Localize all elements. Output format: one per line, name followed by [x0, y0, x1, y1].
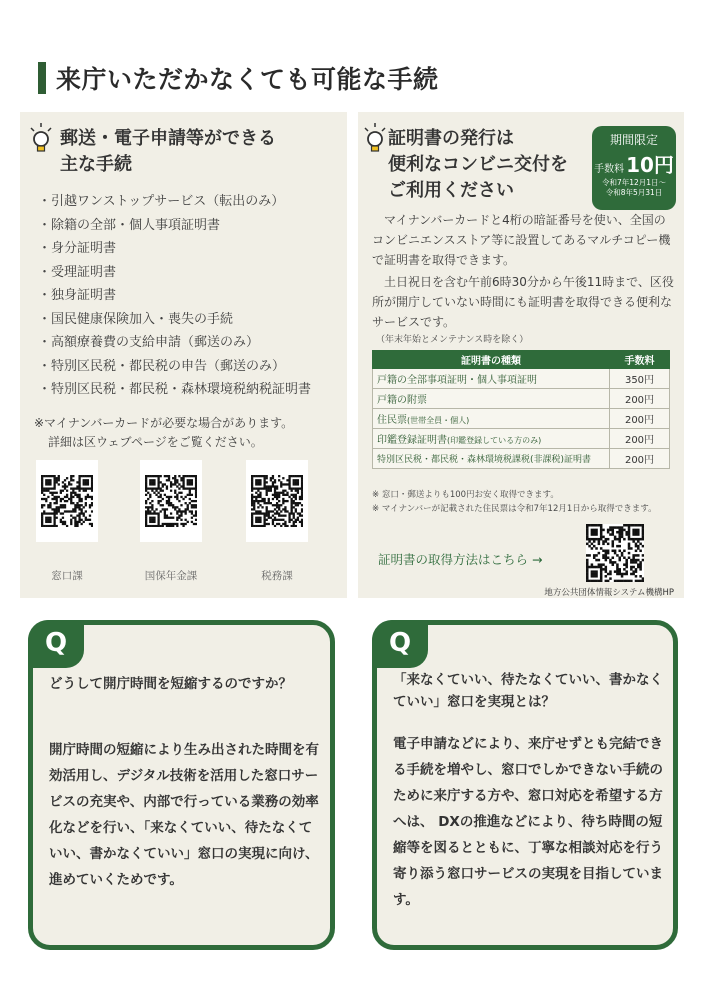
list-item: ・ 独身証明書: [38, 284, 311, 308]
service-description: マイナンバーカードと4桁の暗証番号を使い、全国のコンビニエンスストア等に設置してあるマルチコピー機で証明書を取得できます。: [372, 213, 671, 267]
faq-answer: 電子申請などにより、来庁せずとも完結できる手続を増やし、窓口でしかできない手続のために来庁する方や、窓口対応を希望する方へは、 DXの推進などにより、待ち時間の短縮等を図るとともに、丁寧な相談対応を行う寄り添う窓口サービスの実現を目指しています。: [393, 736, 663, 908]
qr-code-zeimu[interactable]: [246, 460, 308, 542]
online-procedures-panel: [20, 112, 347, 598]
q-badge: Q: [372, 620, 428, 668]
how-to-obtain-link[interactable]: 証明書の取得方法はこちら →: [378, 552, 543, 567]
q-badge: Q: [28, 620, 84, 668]
qr-label: 国保年金課: [144, 570, 198, 582]
faq-question: どうして開庁時間を短縮するのですか？: [49, 676, 292, 692]
title-accent-bar: [38, 62, 46, 94]
footnote: ※ マイナンバーが記載された住民票は令和7年12月1日から取得できます。: [372, 504, 657, 514]
mynumber-note: ※マイナンバーカードが必要な場合があります。 詳細は区ウェブページをご覧ください。: [34, 416, 294, 449]
limited-offer-badge: 期間限定 手数料 10円 令和7年12月1日～ 令和8年5月31日: [592, 126, 676, 210]
faq-card-window: [372, 620, 678, 950]
right-heading: 証明書の発行は 便利なコンビニ交付を ご利用ください: [388, 128, 568, 201]
faq-card-hours: [28, 620, 335, 950]
lightbulb-icon: [362, 122, 388, 156]
table-header: 証明書の種類: [373, 351, 610, 369]
list-item: ・ 国民健康保険加入・喪失の手続: [38, 308, 311, 332]
service-hours: 土日祝日を含む午前6時30分から午後11時まで、区役所が開庁していない時間にも証明書を取得できる便利なサービスです。: [372, 275, 674, 329]
convenience-store-panel: [358, 112, 684, 598]
qr-code-jlis[interactable]: [586, 524, 644, 582]
faq-answer: 開庁時間の短縮により生み出された時間を有効活用し、デジタル技術を活用した窓口サービスの充実や、内部で行っている業務の効率化などを行い、「来なくていい、待たなくていい、書かなくていい」窓口の実現に向け、進めていくためです。: [49, 742, 319, 888]
list-item: ・ 除籍の全部・個人事項証明書: [38, 214, 311, 238]
table-row: 特別区民税・都民税・森林環境税課税(非課税)証明書 200円: [373, 449, 670, 469]
list-item: ・ 特別区民税・都民税の申告（郵送のみ）: [38, 355, 311, 379]
fee-table: [372, 350, 670, 469]
table-row: 戸籍の附票 200円: [373, 389, 670, 409]
qr-label: 税務課: [261, 570, 293, 582]
list-item: ・ 特別区民税・都民税・森林環境税納税証明書: [38, 378, 311, 402]
service-exclusion-note: （年末年始とメンテナンス時を除く）: [376, 335, 529, 345]
page-title-text: 来庁いただかなくても可能な手続: [56, 65, 439, 94]
page-title: [38, 62, 439, 94]
table-row: 印鑑登録証明書(印鑑登録している方のみ) 200円: [373, 429, 670, 449]
list-item: ・ 引越ワンストップサービス（転出のみ）: [38, 190, 311, 214]
qr-code-kokuho[interactable]: [140, 460, 202, 542]
table-header: 手数料: [610, 351, 670, 369]
lightbulb-icon: [28, 122, 54, 156]
procedure-list: [38, 190, 311, 402]
qr-code-madoguchi[interactable]: [36, 460, 98, 542]
faq-question: 「来なくていい、待たなくていい、書かなくていい」窓口を実現とは？: [393, 672, 663, 710]
table-row: 戸籍の全部事項証明・個人事項証明 350円: [373, 369, 670, 389]
qr-label: 窓口課: [51, 570, 83, 582]
list-item: ・ 受理証明書: [38, 261, 311, 285]
table-row: 住民票(世帯全員・個人) 200円: [373, 409, 670, 429]
footnote: ※ 窓口・郵送よりも100円お安く取得できます。: [372, 490, 559, 500]
left-heading: 郵送・電子申請等ができる 主な手続: [60, 128, 276, 175]
list-item: ・ 高額療養費の支給申請（郵送のみ）: [38, 331, 311, 355]
list-item: ・ 身分証明書: [38, 237, 311, 261]
qr-credit: 地方公共団体情報システム機構HP: [544, 588, 674, 598]
